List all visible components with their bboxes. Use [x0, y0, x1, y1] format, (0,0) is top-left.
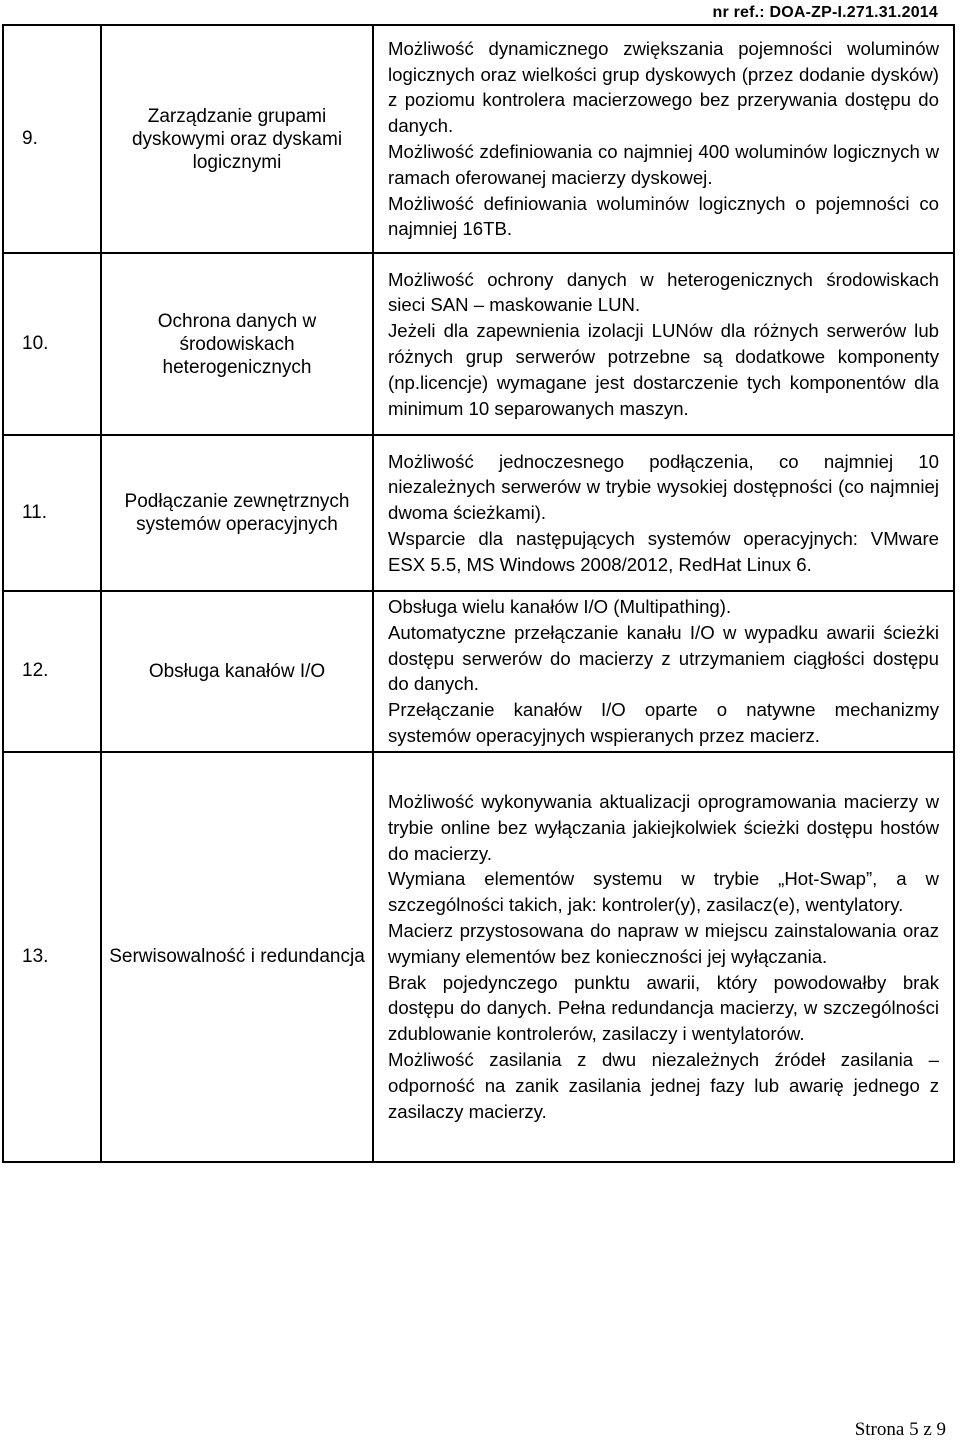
row-description — [373, 752, 954, 1162]
description-paragraph: Jeżeli dla zapewnienia izolacji LUNów dla różnych serwerów lub różnych grup serwerów potrzebne są dodatkowe komponenty (np.licencje) wymagane jest dostarczenie tych komponentów dla minimum 10 separowanych maszyn. — [388, 320, 939, 419]
row-number: 10. — [3, 253, 101, 435]
row-number: 13. — [3, 752, 101, 1162]
description-paragraph: Możliwość wykonywania aktualizacji oprogramowania macierzy w trybie online bez wyłączania jakiejkolwiek ścieżki dostępu hostów do macierzy. — [388, 791, 939, 864]
description-paragraph: Przełączanie kanałów I/O oparte o natywne mechanizmy systemów operacyjnych wspieranych przez macierz. — [388, 699, 939, 746]
row-number: 11. — [3, 435, 101, 591]
description-paragraph: Wymiana elementów systemu w trybie „Hot-Swap”, a w szczególności takich, jak: kontroler(y), zasilacz(e), wentylatory. — [388, 868, 939, 916]
description-paragraph: Macierz przystosowana do napraw w miejscu zainstalowania oraz wymiany elementów bez konieczności jej wyłączania. — [388, 920, 939, 967]
page-footer — [855, 1419, 946, 1441]
row-description — [373, 435, 954, 591]
description-paragraph: Obsługa wielu kanałów I/O (Multipathing). — [388, 596, 732, 617]
description-paragraph: Możliwość zdefiniowania co najmniej 400 woluminów logicznych w ramach oferowanej macierzy dyskowej. — [388, 141, 939, 188]
row-name: Serwisowalność i redundancja — [101, 752, 373, 1162]
table-row — [3, 253, 954, 435]
description-paragraph: Możliwość dynamicznego zwiększania pojemności woluminów logicznych oraz wielkości grup dyskowych (przez dodanie dysków) z poziomu kontrolera macierzowego bez przerywania dostępu do danych. — [388, 37, 939, 137]
table-row — [3, 25, 954, 253]
table-row — [3, 591, 954, 752]
row-description — [373, 25, 954, 253]
row-name: Ochrona danych w środowiskach heterogenicznych — [101, 253, 373, 435]
description-paragraph: Brak pojedynczego punktu awarii, który powodowałby brak dostępu do danych. Pełna redundancja macierzy, w szczególności zdublowanie kontrolerów, zasilaczy i wentylatorów. — [388, 971, 939, 1045]
row-number: 9. — [3, 25, 101, 253]
description-paragraph: Możliwość jednoczesnego podłączenia, co najmniej 10 niezależnych serwerów w trybie wysokiej dostępności (co najmniej dwoma ścieżkami). — [388, 450, 939, 524]
specification-table — [2, 24, 955, 1163]
row-name: Zarządzanie grupami dyskowymi oraz dyskami logicznymi — [101, 25, 373, 253]
row-number: 12. — [3, 591, 101, 752]
footer-separator: z — [923, 1419, 932, 1440]
row-description — [373, 253, 954, 435]
description-paragraph: Możliwość zasilania z dwu niezależnych źródeł zasilania – odporność na zanik zasilania jednej fazy lub awarię jednego z zasilaczy macierzy. — [388, 1049, 939, 1122]
row-name: Obsługa kanałów I/O — [101, 591, 373, 752]
reference-number: nr ref.: DOA-ZP-I.271.31.2014 — [712, 4, 938, 21]
footer-prefix: Strona — [854, 1419, 905, 1440]
row-name: Podłączanie zewnętrznych systemów operacyjnych — [101, 435, 373, 591]
description-paragraph: Wsparcie dla następujących systemów operacyjnych: VMware ESX 5.5, MS Windows 2008/2012, RedHat Linux 6. — [388, 527, 939, 575]
description-paragraph: Możliwość definiowania woluminów logicznych o pojemności co najmniej 16TB. — [388, 192, 939, 240]
description-paragraph: Automatyczne przełączanie kanału I/O w wypadku awarii ścieżki dostępu serwerów do macierzy z utrzymaniem ciągłości dostępu do danych. — [388, 621, 939, 695]
table-row — [3, 435, 954, 591]
table-row — [3, 752, 954, 1162]
row-description — [373, 591, 954, 752]
description-paragraph: Możliwość ochrony danych w heterogenicznych środowiskach sieci SAN – maskowanie LUN. — [388, 268, 939, 316]
footer-page-total: 9 — [936, 1419, 946, 1440]
footer-page-number: 5 — [909, 1419, 919, 1440]
